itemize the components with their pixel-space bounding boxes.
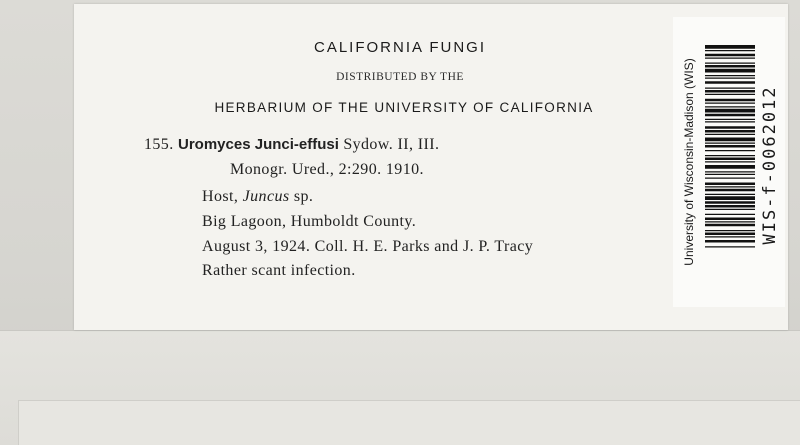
barcode-bar <box>705 150 755 151</box>
barcode-bar <box>705 218 755 221</box>
barcode-bar <box>705 214 755 215</box>
barcode-bar <box>705 109 755 113</box>
barcode-bar <box>705 158 755 161</box>
barcode-bar <box>705 63 755 64</box>
species-line <box>144 136 439 154</box>
barcode-bar <box>705 65 755 68</box>
barcode-bar <box>705 201 755 204</box>
barcode-bar <box>705 194 755 195</box>
barcode-bar <box>705 126 755 129</box>
barcode-bar <box>705 78 755 79</box>
specimen-number: 155. <box>144 136 174 153</box>
barcode-bar <box>705 143 755 144</box>
collection-line: August 3, 1924. Coll. H. E. Parks and J. P. Tracy <box>202 238 534 255</box>
barcode-bar <box>705 236 755 237</box>
barcode-bar <box>705 75 755 76</box>
barcode-bar <box>705 233 755 236</box>
barcode-bar <box>705 209 755 210</box>
barcode-bar <box>705 114 755 117</box>
barcode-bar <box>705 50 755 51</box>
barcode-bar <box>705 88 755 89</box>
barcode-bar <box>705 196 755 200</box>
barcode-image <box>705 45 755 300</box>
barcode-bar <box>705 130 755 133</box>
barcode-bar <box>705 155 755 156</box>
herbarium-name: HERBARIUM OF THE UNIVERSITY OF CALIFORNIA <box>214 100 594 115</box>
distributed-by-line: DISTRIBUTED BY THE <box>336 71 464 83</box>
barcode-bar <box>705 94 755 95</box>
barcode-bar <box>705 174 755 175</box>
species-authority: Sydow. II, III. <box>343 136 440 153</box>
barcode-bar <box>705 240 755 243</box>
barcode-bar <box>705 99 755 102</box>
barcode-bar <box>705 224 755 227</box>
barcode-bar <box>705 246 755 247</box>
barcode-bar <box>705 145 755 148</box>
barcode-bar <box>705 171 755 172</box>
barcode-bar <box>705 165 755 169</box>
barcode-bar <box>705 103 755 104</box>
barcode-bar <box>705 81 755 84</box>
barcode-bar <box>705 205 755 208</box>
barcode-bar <box>705 119 755 120</box>
barcode-bar <box>705 134 755 135</box>
barcode-bar <box>705 221 755 222</box>
barcode-bar <box>705 58 755 59</box>
barcode-bar <box>705 138 755 142</box>
host-line <box>202 188 313 206</box>
label-title: CALIFORNIA FUNGI <box>313 39 487 56</box>
species-name: Uromyces Junci-effusi <box>178 136 339 153</box>
barcode-bar <box>705 189 755 192</box>
institution-name: University of Wisconsin-Madison (WIS) <box>682 58 696 266</box>
host-genus: Juncus <box>242 188 290 205</box>
barcode-bar <box>705 54 755 57</box>
host-suffix: sp. <box>293 188 314 205</box>
locality-line: Big Lagoon, Humboldt County. <box>202 213 417 230</box>
barcode-bar <box>705 161 755 162</box>
barcode-bar <box>705 106 755 107</box>
barcode-bar <box>705 90 755 93</box>
envelope-flap <box>18 400 800 445</box>
barcode-id: WIS-f-0062012 <box>760 85 780 245</box>
reference-line: Monogr. Ured., 2:290. 1910. <box>230 161 424 178</box>
barcode-bar <box>705 186 755 187</box>
barcode-bar <box>705 230 755 231</box>
barcode-bar <box>705 69 755 73</box>
barcode-bar <box>705 45 755 49</box>
host-prefix: Host, <box>202 188 239 205</box>
barcode-bar <box>705 121 755 122</box>
barcode-bar <box>705 178 755 179</box>
barcode-bar <box>705 183 755 186</box>
notes-line: Rather scant infection. <box>202 262 356 279</box>
